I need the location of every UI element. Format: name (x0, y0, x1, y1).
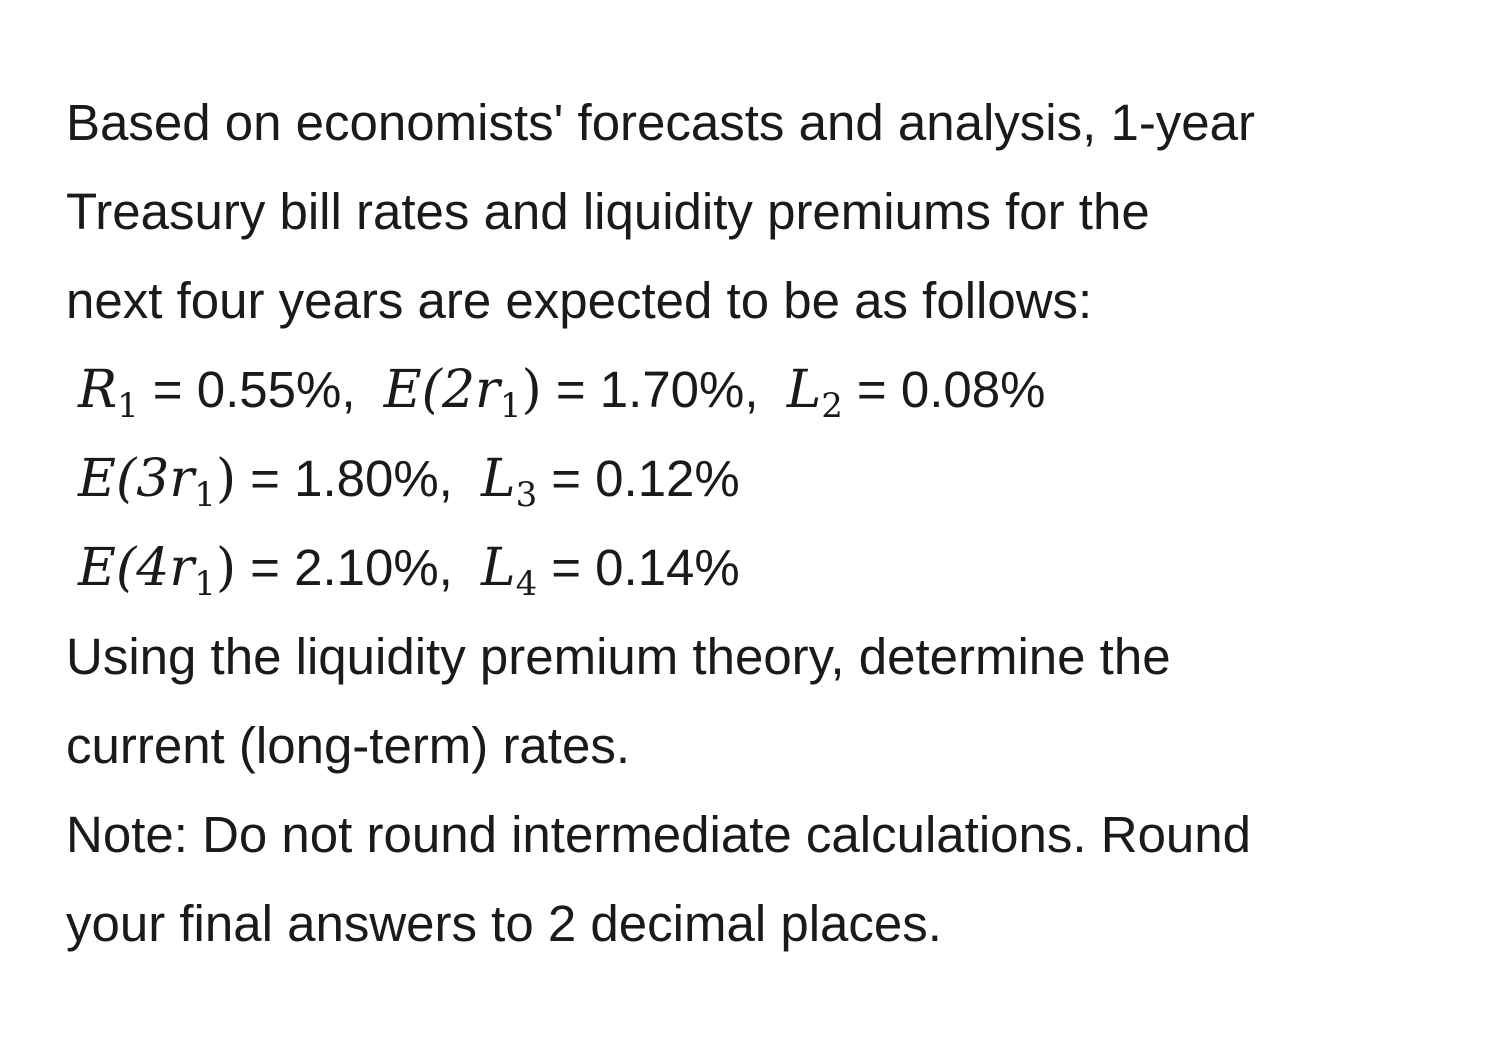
value-r1: = 0.55%, (152, 361, 356, 418)
value-l4: = 0.14% (551, 539, 740, 596)
question-line-1: Using the liquidity premium theory, determine the (66, 628, 1171, 685)
math-e3r1: $E(3r_1)$ (78, 449, 237, 515)
math-e4r1: $E(4r_1)$ (78, 538, 237, 604)
math-l4: $L_4$ (481, 538, 538, 604)
value-e2r1: = 1.70%, (555, 361, 759, 418)
value-l3: = 0.12% (551, 450, 740, 507)
problem-statement (66, 78, 1466, 968)
value-e4r1: = 2.10%, (250, 539, 453, 596)
value-e3r1: = 1.80%, (250, 450, 453, 507)
note-line-2: your final answers to 2 decimal places. (66, 895, 942, 952)
question-line-2: current (long-term) rates. (66, 717, 630, 774)
note-line-1: Note: Do not round intermediate calculations. Round (66, 806, 1252, 863)
values-row-3 (66, 523, 1466, 612)
intro-line-1: Based on economists' forecasts and analysis, 1-year (66, 94, 1256, 151)
values-row-1 (66, 345, 1466, 434)
math-l3: $L_3$ (481, 449, 538, 515)
math-r1: $R_1$ (78, 360, 139, 426)
math-l2: $L_2$ (786, 360, 843, 426)
intro-line-2: Treasury bill rates and liquidity premiums for the (66, 183, 1150, 240)
math-e2r1: $E(2r_1)$ (383, 360, 542, 426)
intro-line-3: next four years are expected to be as follows: (66, 272, 1093, 329)
value-l2: = 0.08% (856, 361, 1046, 418)
values-row-2 (66, 434, 1466, 523)
